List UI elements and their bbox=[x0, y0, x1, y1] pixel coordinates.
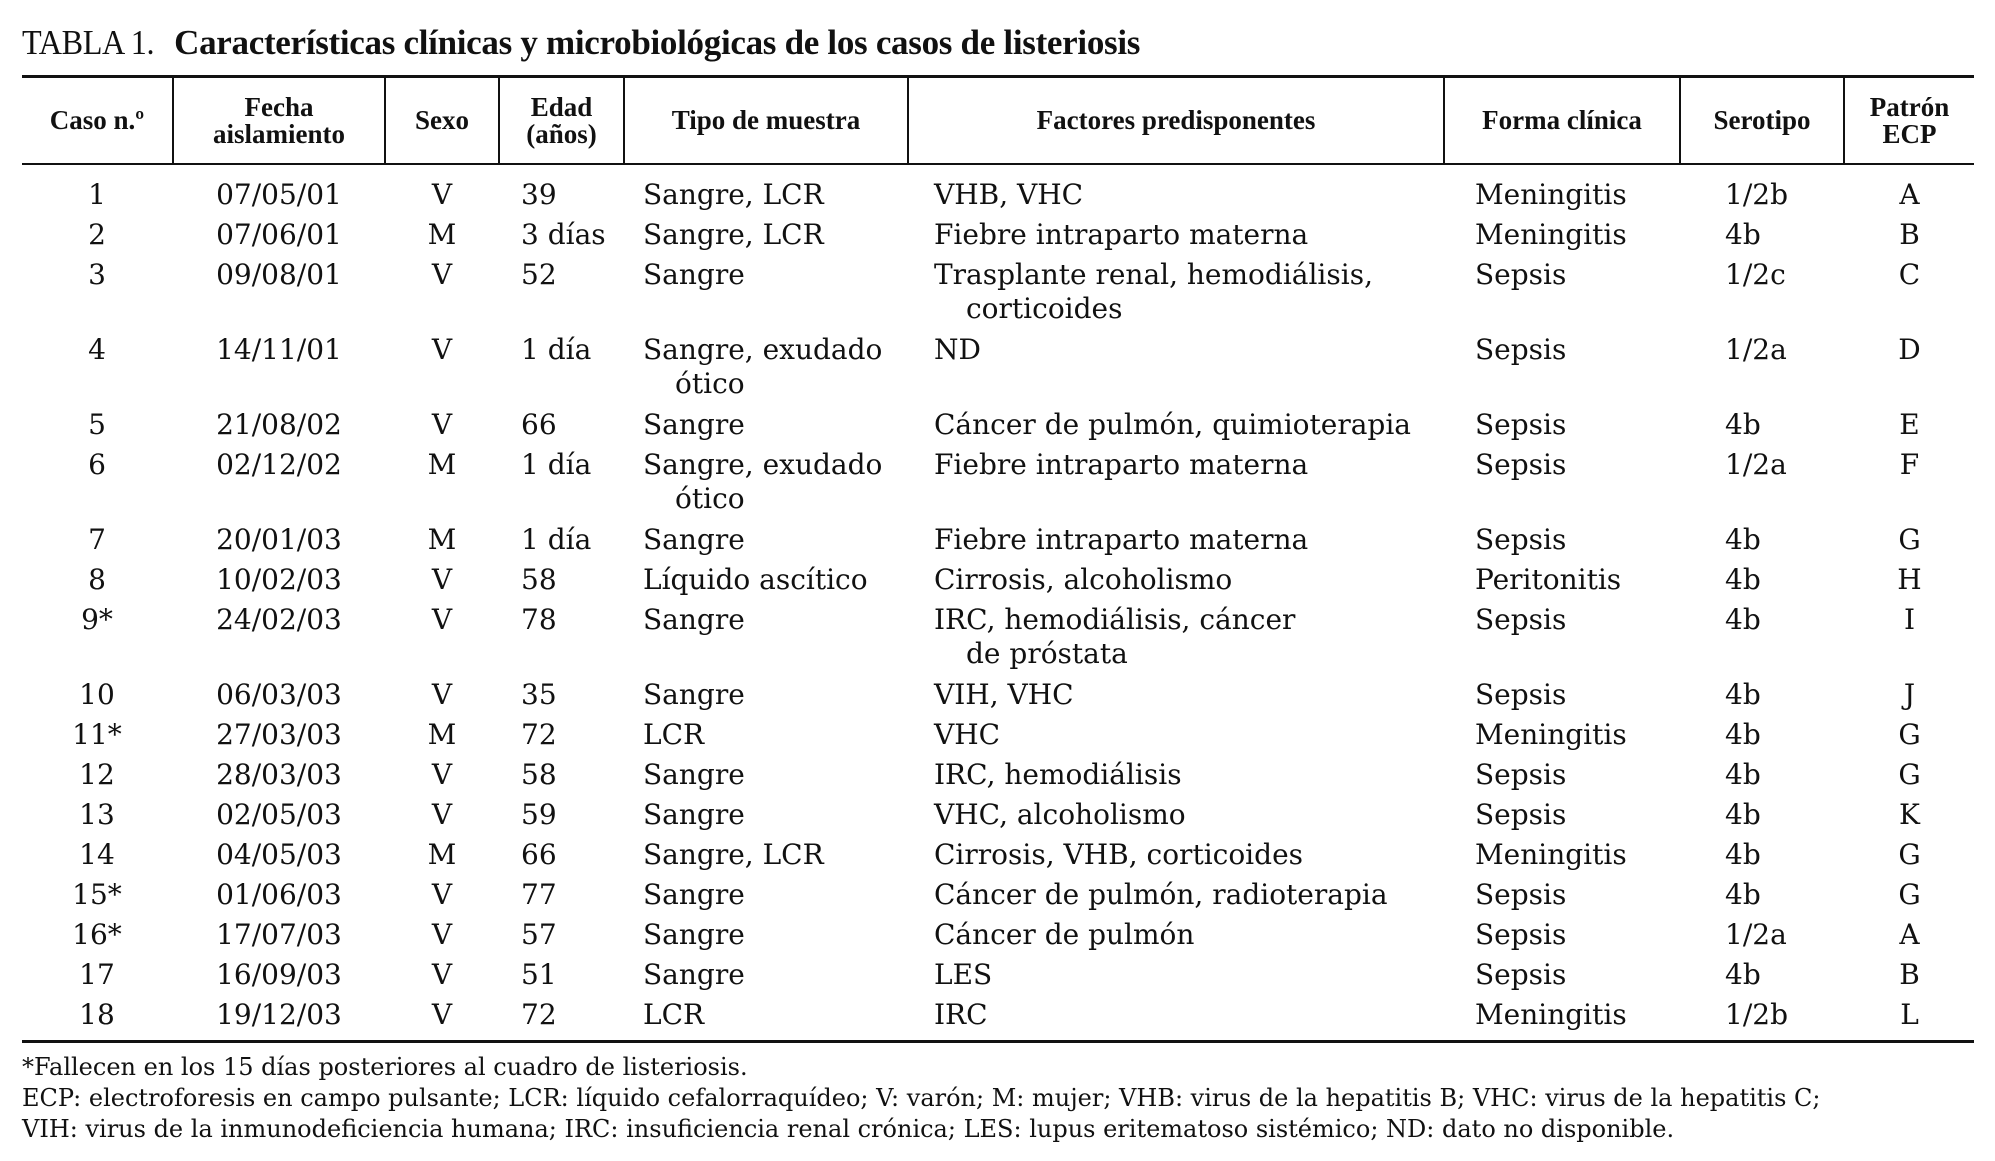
cell-caso: 16* bbox=[72, 918, 122, 951]
cell-caso: 1 bbox=[88, 178, 106, 211]
cell-serotipo: 4b bbox=[1725, 838, 1761, 871]
cell-patron: G bbox=[1898, 758, 1921, 791]
cell-caso: 2 bbox=[88, 218, 106, 251]
cell-factores: Trasplante renal, hemodiálisis, bbox=[934, 258, 1373, 291]
cell-serotipo: 1/2c bbox=[1725, 258, 1786, 291]
cell-factores: Fiebre intraparto materna bbox=[934, 218, 1309, 251]
cell-fecha: 09/08/01 bbox=[216, 258, 342, 291]
cell-edad: 52 bbox=[521, 258, 557, 291]
cell-edad: 59 bbox=[521, 798, 557, 831]
cell-forma: Sepsis bbox=[1475, 448, 1567, 481]
cell-forma: Sepsis bbox=[1475, 603, 1567, 636]
cell-muestra: Sangre bbox=[643, 258, 745, 291]
cell-serotipo: 4b bbox=[1725, 603, 1761, 636]
cell-caso: 6 bbox=[88, 448, 106, 481]
cell-patron: B bbox=[1899, 218, 1920, 251]
cell-serotipo: 4b bbox=[1725, 523, 1761, 556]
cell-muestra: Sangre bbox=[643, 918, 745, 951]
cell-factores: IRC, hemodiálisis bbox=[934, 758, 1182, 791]
cell-muestra: Sangre bbox=[643, 958, 745, 991]
cell-sexo: V bbox=[431, 918, 453, 951]
cell-patron: I bbox=[1903, 603, 1916, 636]
cell-forma: Sepsis bbox=[1475, 678, 1567, 711]
cell-muestra: Sangre, LCR bbox=[643, 178, 824, 211]
cell-factores: Cirrosis, alcoholismo bbox=[934, 563, 1233, 596]
cell-muestra: Sangre bbox=[643, 603, 745, 636]
cell-caso: 15* bbox=[72, 878, 122, 911]
cell-patron: F bbox=[1899, 448, 1920, 481]
table-title bbox=[22, 18, 1982, 68]
footnote-deceased: *Fallecen en los 15 días posteriores al cuadro de listeriosis. bbox=[22, 1053, 748, 1081]
cell-forma: Meningitis bbox=[1475, 998, 1627, 1031]
cell-edad: 66 bbox=[521, 838, 557, 871]
cell-patron: G bbox=[1898, 838, 1921, 871]
cell-forma: Sepsis bbox=[1475, 258, 1567, 291]
header-caso: Caso n.º bbox=[49, 105, 145, 135]
cell-serotipo: 1/2a bbox=[1725, 448, 1787, 481]
cell-factores: LES bbox=[934, 958, 993, 991]
cell-serotipo: 4b bbox=[1725, 878, 1761, 911]
cell-fecha: 19/12/03 bbox=[216, 998, 342, 1031]
cell-sexo: V bbox=[431, 563, 453, 596]
cell-forma: Sepsis bbox=[1475, 758, 1567, 791]
cell-sexo: V bbox=[431, 798, 453, 831]
cell-serotipo: 4b bbox=[1725, 678, 1761, 711]
header-forma-clinica: Forma clínica bbox=[1482, 105, 1642, 135]
header-edad: Edad (años) bbox=[526, 91, 597, 149]
cell-sexo: V bbox=[431, 878, 453, 911]
header-fecha: Fecha aislamiento bbox=[213, 91, 345, 149]
cell-caso: 18 bbox=[79, 998, 115, 1031]
cell-caso: 3 bbox=[88, 258, 106, 291]
cell-serotipo: 4b bbox=[1725, 408, 1761, 441]
cell-factores: VHC bbox=[934, 718, 1001, 751]
cell-edad: 51 bbox=[521, 958, 557, 991]
table-label: TABLA 1. bbox=[22, 23, 155, 62]
cell-factores: ND bbox=[934, 333, 981, 366]
cell-caso: 5 bbox=[88, 408, 106, 441]
cell-factores: Fiebre intraparto materna bbox=[934, 523, 1309, 556]
cell-patron: K bbox=[1899, 798, 1920, 831]
cell-edad: 1 día bbox=[521, 448, 592, 481]
cell-muestra: Sangre, exudado bbox=[643, 333, 883, 366]
header-factores: Factores predisponentes bbox=[1036, 105, 1316, 135]
cell-fecha: 24/02/03 bbox=[216, 603, 342, 636]
cell-sexo: V bbox=[431, 998, 453, 1031]
cell-edad: 57 bbox=[521, 918, 557, 951]
cell-factores: Cirrosis, VHB, corticoides bbox=[934, 838, 1304, 871]
cell-fecha: 07/05/01 bbox=[216, 178, 342, 211]
cell-sexo: V bbox=[431, 678, 453, 711]
cell-forma: Sepsis bbox=[1475, 918, 1567, 951]
footnote-abbreviations: ECP: electroforesis en campo pulsante; LCR: líquido cefalorraquídeo; V: varón; M: mujer; VHB: virus de la hepatitis B; VHC: virus de la hepatitis C; bbox=[22, 1084, 1821, 1112]
cell-sexo: V bbox=[431, 333, 453, 366]
cell-patron: B bbox=[1899, 958, 1920, 991]
cell-muestra: Sangre bbox=[643, 798, 745, 831]
header-sexo: Sexo bbox=[415, 105, 469, 135]
cell-factores: IRC bbox=[934, 998, 988, 1031]
cell-serotipo: 4b bbox=[1725, 958, 1761, 991]
cell-forma: Sepsis bbox=[1475, 798, 1567, 831]
cell-factores: Cáncer de pulmón, quimioterapia bbox=[934, 408, 1411, 441]
cell-sexo: V bbox=[431, 178, 453, 211]
cell-edad: 66 bbox=[521, 408, 557, 441]
bottom-rule bbox=[22, 1040, 1974, 1043]
cell-forma: Meningitis bbox=[1475, 218, 1627, 251]
cell-factores: Cáncer de pulmón, radioterapia bbox=[934, 878, 1388, 911]
cell-caso: 4 bbox=[88, 333, 106, 366]
cell-forma: Sepsis bbox=[1475, 523, 1567, 556]
cell-forma: Sepsis bbox=[1475, 958, 1567, 991]
cell-muestra: Sangre, LCR bbox=[643, 218, 824, 251]
cell-caso: 10 bbox=[79, 678, 115, 711]
cell-fecha: 17/07/03 bbox=[216, 918, 342, 951]
cell-serotipo: 4b bbox=[1725, 563, 1761, 596]
cell-edad: 72 bbox=[521, 998, 557, 1031]
cell-fecha: 02/05/03 bbox=[216, 798, 342, 831]
cell-serotipo: 1/2b bbox=[1725, 178, 1788, 211]
cell-patron: C bbox=[1898, 258, 1921, 291]
cell-sexo: M bbox=[427, 838, 457, 871]
cell-serotipo: 4b bbox=[1725, 718, 1761, 751]
cell-serotipo: 4b bbox=[1725, 758, 1761, 791]
cell-sexo: V bbox=[431, 758, 453, 791]
cell-factores: VIH, VHC bbox=[934, 678, 1074, 711]
cell-fecha: 04/05/03 bbox=[216, 838, 342, 871]
cell-muestra: LCR bbox=[643, 998, 705, 1031]
cell-factores: Fiebre intraparto materna bbox=[934, 448, 1309, 481]
cell-muestra: Líquido ascítico bbox=[643, 563, 868, 596]
cell-fecha: 06/03/03 bbox=[216, 678, 342, 711]
cell-edad: 35 bbox=[521, 678, 557, 711]
cell-muestra: Sangre bbox=[643, 408, 745, 441]
cell-forma: Meningitis bbox=[1475, 178, 1627, 211]
cell-fecha: 27/03/03 bbox=[216, 718, 342, 751]
cell-forma: Sepsis bbox=[1475, 333, 1567, 366]
cell-caso: 12 bbox=[79, 758, 115, 791]
cell-patron: G bbox=[1898, 718, 1921, 751]
cell-fecha: 21/08/02 bbox=[216, 408, 342, 441]
cell-muestra-continuation: ótico bbox=[675, 367, 745, 400]
cell-muestra: Sangre bbox=[643, 758, 745, 791]
cell-caso: 17 bbox=[79, 958, 115, 991]
header-patron: Patrón ECP bbox=[1869, 91, 1950, 149]
cell-edad: 77 bbox=[521, 878, 557, 911]
cell-caso: 7 bbox=[88, 523, 106, 556]
cell-caso: 9* bbox=[81, 603, 113, 636]
cell-serotipo: 1/2a bbox=[1725, 333, 1787, 366]
cell-fecha: 28/03/03 bbox=[216, 758, 342, 791]
cell-edad: 39 bbox=[521, 178, 557, 211]
cell-sexo: V bbox=[431, 408, 453, 441]
cell-serotipo: 1/2a bbox=[1725, 918, 1787, 951]
cell-fecha: 07/06/01 bbox=[216, 218, 342, 251]
cell-muestra: Sangre, exudado bbox=[643, 448, 883, 481]
cell-edad: 3 días bbox=[521, 218, 606, 251]
cell-serotipo: 1/2b bbox=[1725, 998, 1788, 1031]
cell-patron: A bbox=[1899, 918, 1920, 951]
table-caption: Características clínicas y microbiológicas de los casos de listeriosis bbox=[174, 23, 1141, 62]
cell-muestra: Sangre, LCR bbox=[643, 838, 824, 871]
cell-sexo: M bbox=[427, 523, 457, 556]
cell-patron: L bbox=[1900, 998, 1919, 1031]
cell-forma: Sepsis bbox=[1475, 878, 1567, 911]
cell-fecha: 02/12/02 bbox=[216, 448, 342, 481]
cell-fecha: 14/11/01 bbox=[216, 333, 342, 366]
cell-sexo: V bbox=[431, 603, 453, 636]
cell-muestra: LCR bbox=[643, 718, 705, 751]
cell-fecha: 10/02/03 bbox=[216, 563, 342, 596]
cell-serotipo: 4b bbox=[1725, 218, 1761, 251]
cell-patron: G bbox=[1898, 878, 1921, 911]
cell-patron: G bbox=[1898, 523, 1921, 556]
cell-factores: Cáncer de pulmón bbox=[934, 918, 1195, 951]
header-serotipo: Serotipo bbox=[1713, 105, 1811, 135]
cell-patron: D bbox=[1898, 333, 1921, 366]
cell-patron: H bbox=[1897, 563, 1922, 596]
cell-edad: 58 bbox=[521, 758, 557, 791]
cell-muestra: Sangre bbox=[643, 678, 745, 711]
cell-patron: A bbox=[1899, 178, 1920, 211]
cell-sexo: M bbox=[427, 218, 457, 251]
cell-edad: 78 bbox=[521, 603, 557, 636]
cell-sexo: V bbox=[431, 258, 453, 291]
cell-fecha: 16/09/03 bbox=[216, 958, 342, 991]
cell-factores: VHC, alcoholismo bbox=[934, 798, 1186, 831]
cell-edad: 72 bbox=[521, 718, 557, 751]
cell-edad: 1 día bbox=[521, 523, 592, 556]
cell-muestra-continuation: ótico bbox=[675, 482, 745, 515]
cell-muestra: Sangre bbox=[643, 523, 745, 556]
header-rule bbox=[22, 163, 1974, 165]
cell-fecha: 01/06/03 bbox=[216, 878, 342, 911]
cell-factores-continuation: corticoides bbox=[966, 292, 1123, 325]
header-tipo-muestra: Tipo de muestra bbox=[671, 105, 861, 135]
cell-edad: 58 bbox=[521, 563, 557, 596]
cell-sexo: V bbox=[431, 958, 453, 991]
cell-forma: Peritonitis bbox=[1475, 563, 1622, 596]
cell-caso: 8 bbox=[88, 563, 106, 596]
cell-edad: 1 día bbox=[521, 333, 592, 366]
cell-patron: E bbox=[1899, 408, 1920, 441]
footnote-abbreviations-cont: VIH: virus de la inmunodeficiencia humana; IRC: insuficiencia renal crónica; LES: lupus eritematoso sistémico; ND: dato no disponible. bbox=[22, 1115, 1675, 1143]
cell-caso: 11* bbox=[72, 718, 122, 751]
cell-patron: J bbox=[1903, 678, 1916, 711]
cell-factores: VHB, VHC bbox=[934, 178, 1084, 211]
cell-caso: 14 bbox=[79, 838, 115, 871]
cell-sexo: M bbox=[427, 448, 457, 481]
cell-factores: IRC, hemodiálisis, cáncer bbox=[934, 603, 1296, 636]
cell-serotipo: 4b bbox=[1725, 798, 1761, 831]
cell-caso: 13 bbox=[79, 798, 115, 831]
cell-forma: Meningitis bbox=[1475, 718, 1627, 751]
cell-forma: Sepsis bbox=[1475, 408, 1567, 441]
cell-muestra: Sangre bbox=[643, 878, 745, 911]
cell-forma: Meningitis bbox=[1475, 838, 1627, 871]
cell-fecha: 20/01/03 bbox=[216, 523, 342, 556]
cell-factores-continuation: de próstata bbox=[966, 637, 1128, 670]
cell-sexo: M bbox=[427, 718, 457, 751]
